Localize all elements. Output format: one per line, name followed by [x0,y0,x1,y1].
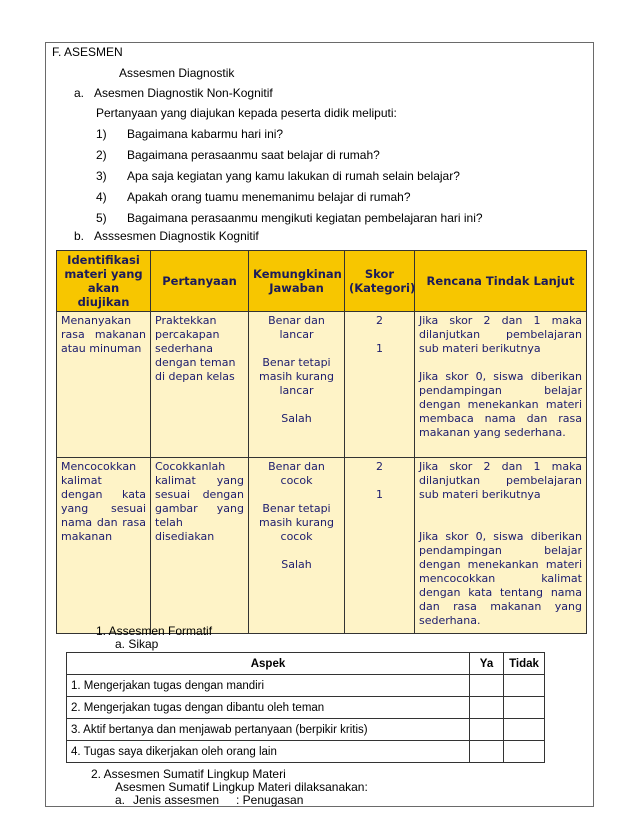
jawaban-option: Benar dan lancar [268,314,325,341]
column-header: Skor (Kategori) [345,251,415,312]
tidak-checkbox-cell[interactable] [504,697,545,719]
tidak-checkbox-cell[interactable] [504,675,545,697]
question-text: Bagaimana perasaanmu saat belajar di rumah? [127,148,380,162]
column-header: Rencana Tindak Lanjut [415,251,587,312]
rtl-text: Jika skor 2 dan 1 maka dilanjutkan pembelajaran sub materi berikutnya [419,460,582,501]
tidak-checkbox-cell[interactable] [504,741,545,763]
table-row [67,675,545,697]
ya-checkbox-cell[interactable] [470,697,504,719]
diagnostic-table [56,250,587,634]
aspek-cell: 3. Aktif bertanya dan menjawab pertanyaan (berpikir kritis) [67,719,470,741]
ya-checkbox-cell[interactable] [470,719,504,741]
materi-cell: Mencocokkan kalimat dengan kata yang sesuai nama dan rasa makanan [57,458,151,634]
aspek-cell: 1. Mengerjakan tugas dengan mandiri [67,675,470,697]
jenis-marker: a. [115,793,126,807]
question-num: 3) [96,169,107,183]
jawaban-option: Salah [281,558,312,571]
pertanyaan-cell: Cocokkanlah kalimat yang sesuai dengan gambar yang telah disediakan [151,458,249,634]
rtl-cell [415,458,587,634]
ya-checkbox-cell[interactable] [470,741,504,763]
table-row [67,697,545,719]
tidak-checkbox-cell[interactable] [504,719,545,741]
sumatif-title: 2. Assesmen Sumatif Lingkup Materi [91,767,286,781]
column-header: Identifikasi materi yang akan diujikan [57,251,151,312]
sikap-table [66,652,545,763]
jawaban-option: Benar dan cocok [268,460,325,487]
aspek-cell: 2. Mengerjakan tugas dengan dibantu oleh teman [67,697,470,719]
materi-cell: Menanyakan rasa makanan atau minuman [57,312,151,458]
skor-value: 1 [376,342,383,355]
question-num: 2) [96,148,107,162]
question-text: Apakah orang tuamu menemanimu belajar di rumah? [127,190,411,204]
jawaban-cell [249,458,345,634]
formatif-sub: a. Sikap [115,637,159,651]
skor-value: 2 [376,314,383,327]
jawaban-option: Benar tetapi masih kurang lancar [259,356,334,397]
column-header: Tidak [504,653,545,675]
table-header-row [67,653,545,675]
table-row [57,458,587,634]
rtl-cell [415,312,587,458]
question-text: Bagaimana perasaanmu mengikuti kegiatan pembelajaran hari ini? [127,211,483,225]
question-num: 1) [96,127,107,141]
jawaban-option: Salah [281,412,312,425]
column-header: Pertanyaan [151,251,249,312]
table-row [57,312,587,458]
jawaban-option: Benar tetapi masih kurang cocok [259,502,334,543]
part-a-intro: Pertanyaan yang diajukan kepada peserta didik meliputi: [96,106,397,120]
subheading: Assesmen Diagnostik [119,66,235,80]
table-row [67,741,545,763]
question-text: Bagaimana kabarmu hari ini? [127,127,284,141]
question-text: Apa saja kegiatan yang kamu lakukan di rumah selain belajar? [127,169,460,183]
section-heading: F. ASESMEN [52,45,123,59]
part-b-marker: b. [74,229,85,243]
skor-cell [345,458,415,634]
sumatif-line: Asesmen Sumatif Lingkup Materi dilaksanakan: [115,780,368,794]
skor-value: 1 [376,488,383,501]
column-header: Ya [470,653,504,675]
question-num: 5) [96,211,107,225]
skor-cell [345,312,415,458]
part-a-title: Asesmen Diagnostik Non-Kognitif [94,86,273,100]
ya-checkbox-cell[interactable] [470,675,504,697]
rtl-text: Jika skor 0, siswa diberikan pendampingan belajar dengan menekankan materi mencocokkan kalimat dengan kata tentang nama dan rasa makanan yang sederhana. [419,530,582,627]
table-row [67,719,545,741]
jenis-value: : Penugasan [236,793,304,807]
rtl-text: Jika skor 0, siswa diberikan pendampingan belajar dengan menekankan materi membaca nama dan rasa makanan yang sederhana. [419,370,582,439]
table-header-row [57,251,587,312]
aspek-cell: 4. Tugas saya dikerjakan oleh orang lain [67,741,470,763]
part-a-marker: a. [74,86,85,100]
column-header: Kemungkinan Jawaban [249,251,345,312]
formatif-title: 1. Assesmen Formatif [96,624,213,638]
part-b-title: Asssesmen Diagnostik Kognitif [94,229,259,243]
rtl-text: Jika skor 2 dan 1 maka dilanjutkan pembelajaran sub materi berikutnya [419,314,582,355]
question-num: 4) [96,190,107,204]
jawaban-cell [249,312,345,458]
jenis-label: Jenis assesmen [133,793,220,807]
column-header: Aspek [67,653,470,675]
pertanyaan-cell: Praktekkan percakapan sederhana dengan teman di depan kelas [151,312,249,458]
skor-value: 2 [376,460,383,473]
